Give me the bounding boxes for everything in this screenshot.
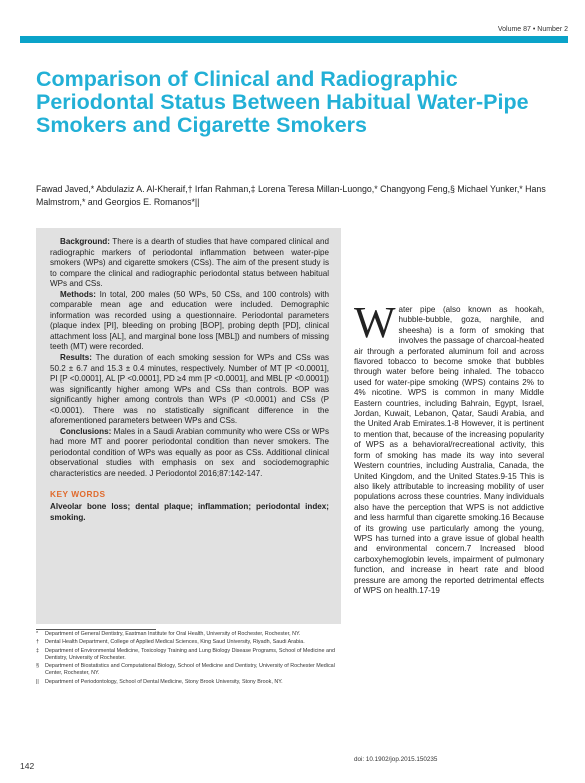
page-number: 142	[20, 761, 35, 771]
abstract-background	[50, 237, 329, 290]
body-column	[354, 298, 544, 596]
footnote-rule	[36, 629, 156, 630]
volume-number: Volume 87 • Number 2	[497, 26, 568, 33]
results-label: Results:	[60, 353, 92, 363]
header-accent-bar	[20, 36, 568, 43]
methods-text: In total, 200 males (50 WPs, 50 CSs, and 100 controls) with comparable mean age and education were included. Demographic information was recorded using a questionnaire. Periodontal parameters (plaque index [PI], bleeding on probing [BOP], probing depth [PD], clinical attachment loss [AL], and marginal bone loss [MBL]) and numbers of missing teeth (MT) were recorded.	[50, 289, 329, 352]
footnote-item: * Department of General Dentistry, Eastman Institute for Oral Health, University of Rochester, Rochester, NY.	[36, 631, 301, 637]
keywords-heading: KEY WORDS	[50, 488, 106, 499]
abstract-results	[50, 353, 329, 427]
conclusions-label: Conclusions:	[60, 426, 112, 436]
article-title: Comparison of Clinical and Radiographic Periodontal Status Between Habitual Water-Pipe Smokers and Cigarette Smokers	[36, 67, 529, 137]
drop-cap: W	[354, 298, 396, 347]
background-label: Background:	[60, 237, 110, 246]
footnote-item: § Department of Biostatistics and Computational Biology, School of Medicine and Dentistry, University of Rochester Medical Center, Rochester, NY.	[36, 663, 335, 677]
abstract-conclusions	[50, 427, 329, 480]
running-header	[20, 26, 568, 43]
footnote-item: || Department of Periodontology, School of Dental Medicine, Stony Brook University, Stony Brook, NY.	[36, 678, 283, 685]
author-list: Fawad Javed,* Abdulaziz A. Al-Kheraif,† Irfan Rahman,‡ Lorena Teresa Millan-Luongo,* Changyong Feng,§ Michael Yunker,* Hans Malmstrom,* and Georgios E. Romanos*||	[36, 184, 546, 207]
abstract-methods	[50, 290, 329, 353]
affiliation-footnotes	[36, 631, 341, 687]
body-text: ater pipe (also known as hookah, hubble-bubble, goza, narghile, and sheesha) is a form of smoking that involves the passage of charcoal-heated air through a perforated aluminum foil and across flavored tobacco to become smoke that bubbles through water before being inhaled. The tobacco used for water-pipe smoking (WPS) contains 2% to 4% nicotine. WPS is common in many Middle Eastern countries, including Bahrain, Egypt, Israel, Jordan, Kuwait, Lebanon, Qatar, Saudi Arabia, and the United Arab Emirates.1-8 However, it is pertinent to mention that, because of the increasing popularity of WPS as a behavioral/recreational activity, this form of smoking has made its way into several Western countries, including Australia, Canada, the United Kingdom, and the United States.9-15 This is also likely attributable to increasing mobility of user populations across these countries. Many individuals also have the perception that WPS is not addictive and less harmful than cigarette smoking.16 Because of its growing use particularly among the young, WPS has turned into a grave issue of global health and environmental concern.7 Increased blood carboxyhemoglobin levels, impairment of pulmonary function, and increase in heart rate and blood pressure are among the reported detrimental effects of WPS on health.17-19	[354, 305, 544, 595]
keywords-text: Alveolar bone loss; dental plaque; inflammation; periodontal index; smoking.	[50, 502, 329, 522]
footnote-item: ‡ Department of Environmental Medicine, Toxicology Training and Lung Biology Disease Programs, School of Medicine and Dentistry, University of Rochester.	[36, 647, 335, 661]
footnote-item: † Dental Health Department, College of Applied Medical Sciences, King Saud University, Riyadh, Saudi Arabia.	[36, 639, 305, 646]
abstract-box	[36, 228, 341, 624]
conclusions-text: Males in a Saudi Arabian community who were CSs or WPs had more MT and poorer periodontal condition than never smokers. The periodontal condition of WPs was equally as poor as CSs. Additional clinical observational studies with emphasis on sex and sociodemographic characteristics are needed. J Periodontol 2016;87:142-147.	[50, 426, 329, 479]
doi-link[interactable]: doi: 10.1902/jop.2015.150235	[354, 756, 438, 763]
background-text: There is a dearth of studies that have compared clinical and radiographic markers of periodontal inflammation between water-pipe smokers (WPs) and cigarette smokers (CSs). The aim of the present study is to compare the clinical and radiographic periodontal status between habitual WPs and CSs.	[50, 237, 329, 289]
results-text: The duration of each smoking session for WPs and CSs was 50.2 ± 6.7 and 15.3 ± 0.4 minutes, respectively. Number of MT [P <0.0001], PI [P <0.0001], AL [P <0.0001], PD ≥4 mm [P <0.0001], and MBL [P <0.0001]) was significantly higher among WPs and CSs than controls. BOP was significantly higher among controls than WPs (P <0.0001) and CSs (P <0.0001). There was no statistically significant difference in the aforementioned parameters between WPs and CSs.	[50, 353, 329, 426]
methods-label: Methods:	[60, 289, 96, 299]
